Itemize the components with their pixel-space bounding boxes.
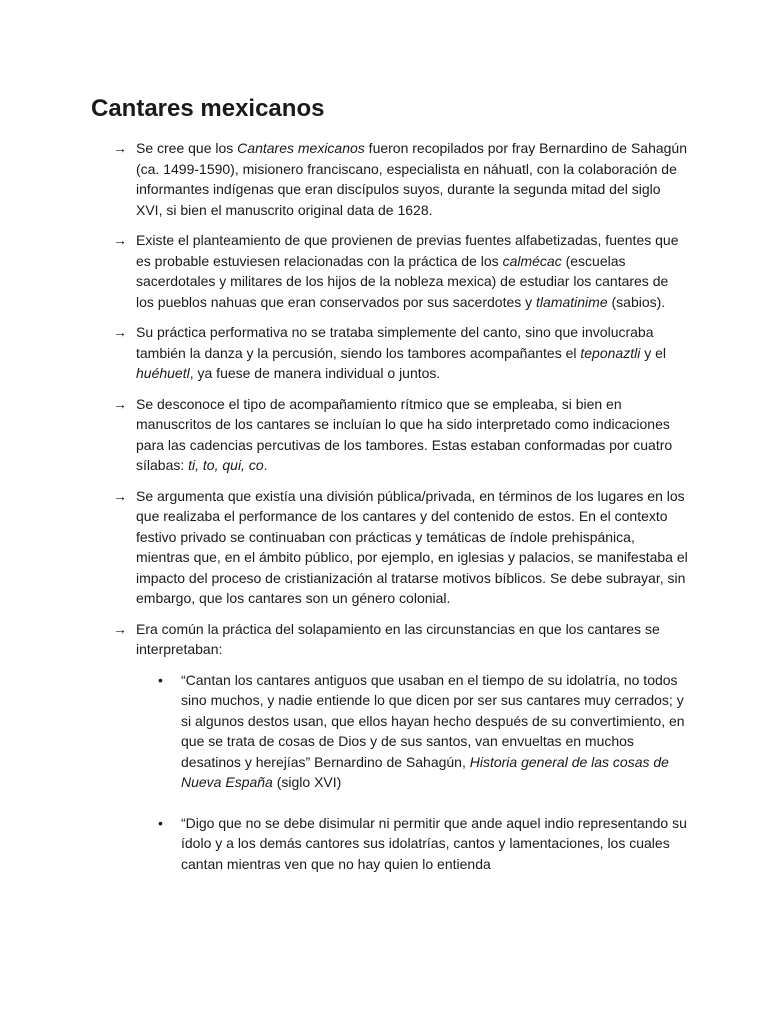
list-item bbox=[91, 486, 688, 609]
item-text: Se desconoce el tipo de acompañamiento rítmico que se empleaba, si bien en manuscritos de los cantares se incluían lo que ha sido interpretado como indicaciones para las cadencias percutivas de los tambores. Estas estaban conformadas por cuatro sílabas: bbox=[136, 395, 673, 473]
item-text-italic: teponaztli bbox=[580, 344, 641, 361]
quote-text: “Digo que no se debe disimular ni permitir que ande aquel indio representando su ídolo y a los demás cantores sus idolatrías, cantos y lamentaciones, los cuales cantan mientras ven que no hay quien lo entienda bbox=[181, 814, 687, 872]
item-text: (escuelas sacerdotales y militares de los hijos de la nobleza mexica) de estudiar los cantares de los pueblos nahuas que eran conservados por sus sacerdotes y bbox=[136, 252, 669, 310]
list-item bbox=[91, 230, 688, 312]
item-text-italic: Cantares mexicanos bbox=[237, 140, 365, 156]
arrow-right-icon: → bbox=[113, 324, 127, 340]
arrow-right-icon: → bbox=[113, 232, 127, 248]
item-text: Su práctica performativa no se trataba simplemente del canto, sino que involucraba también la danza y la percusión, siendo los tambores acompañantes el bbox=[136, 324, 654, 361]
bullet-icon: • bbox=[158, 671, 163, 688]
item-text-italic: tlamatinime bbox=[536, 293, 608, 310]
quote-item bbox=[136, 670, 688, 793]
item-text-italic: ti, to, qui, co bbox=[188, 457, 264, 473]
arrow-right-icon: → bbox=[113, 487, 127, 504]
quote-text: “Cantan los cantares antiguos que usaban en el tiempo de su idolatría, no todos sino muchos, y nadie entiende lo que dicen por ser sus cantares muy cerrados; y si algunos destos usan, que ellos hayan hecho después de su convertimiento, en que se trata de cosas de Dios y de sus santos, van envueltas en muchos desatinos y herejías” Bernardino de Sahagún, bbox=[181, 671, 685, 770]
quote-item bbox=[136, 813, 688, 875]
list-item bbox=[91, 394, 688, 476]
quote-text: (siglo XVI) bbox=[272, 774, 342, 790]
item-text: (sabios). bbox=[607, 293, 666, 310]
item-text: Se cree que los bbox=[136, 140, 238, 156]
item-text: Se argumenta que existía una división pública/privada, en términos de los lugares en los que realizaba el performance de los cantares y del contenido de estos. En el contexto festivo privado se continuaban con prácticas y temáticas de índole prehispánica, mientras que, en el ámbito público, por ejemplo, en iglesias y palacios, se manifestaba el impacto del proceso de cristianización al tratarse motivos bíblicos. Se debe subrayar, sin embargo, que los cantares son un género colonial. bbox=[136, 487, 688, 606]
quote-list bbox=[136, 670, 688, 875]
arrow-right-icon: → bbox=[113, 395, 127, 412]
item-text-italic: huéhuetl bbox=[136, 365, 190, 381]
item-text: , ya fuese de manera individual o juntos. bbox=[189, 365, 441, 381]
item-text: Era común la práctica del solapamiento en las circunstancias en que los cantares se interpretaban: bbox=[136, 620, 660, 657]
list-item bbox=[91, 619, 688, 875]
bullet-icon: • bbox=[158, 814, 163, 831]
item-text: Existe el planteamiento de que provienen de previas fuentes alfabetizadas, fuentes que es probable estuviesen relacionadas con la práctica de los bbox=[136, 232, 679, 269]
item-text-italic: calmécac bbox=[502, 252, 562, 269]
list-item bbox=[91, 138, 688, 220]
arrow-right-icon: → bbox=[113, 140, 127, 156]
page-title: Cantares mexicanos bbox=[91, 95, 325, 122]
list-item bbox=[91, 322, 688, 384]
item-text: fueron recopilados por fray Bernardino de Sahagún (ca. 1499-1590), misionero franciscano, especialista en náhuatl, con la colaboración de informantes indígenas que eran discípulos suyos, durante la segunda mitad del siglo XVI, si bien el manuscrito original data de 1628. bbox=[136, 140, 688, 218]
item-text: . bbox=[263, 457, 268, 473]
item-text: y el bbox=[640, 344, 666, 361]
notes-list bbox=[91, 138, 688, 874]
arrow-right-icon: → bbox=[113, 620, 127, 637]
quote-text-italic: Historia general de las cosas de Nueva España bbox=[181, 753, 669, 790]
